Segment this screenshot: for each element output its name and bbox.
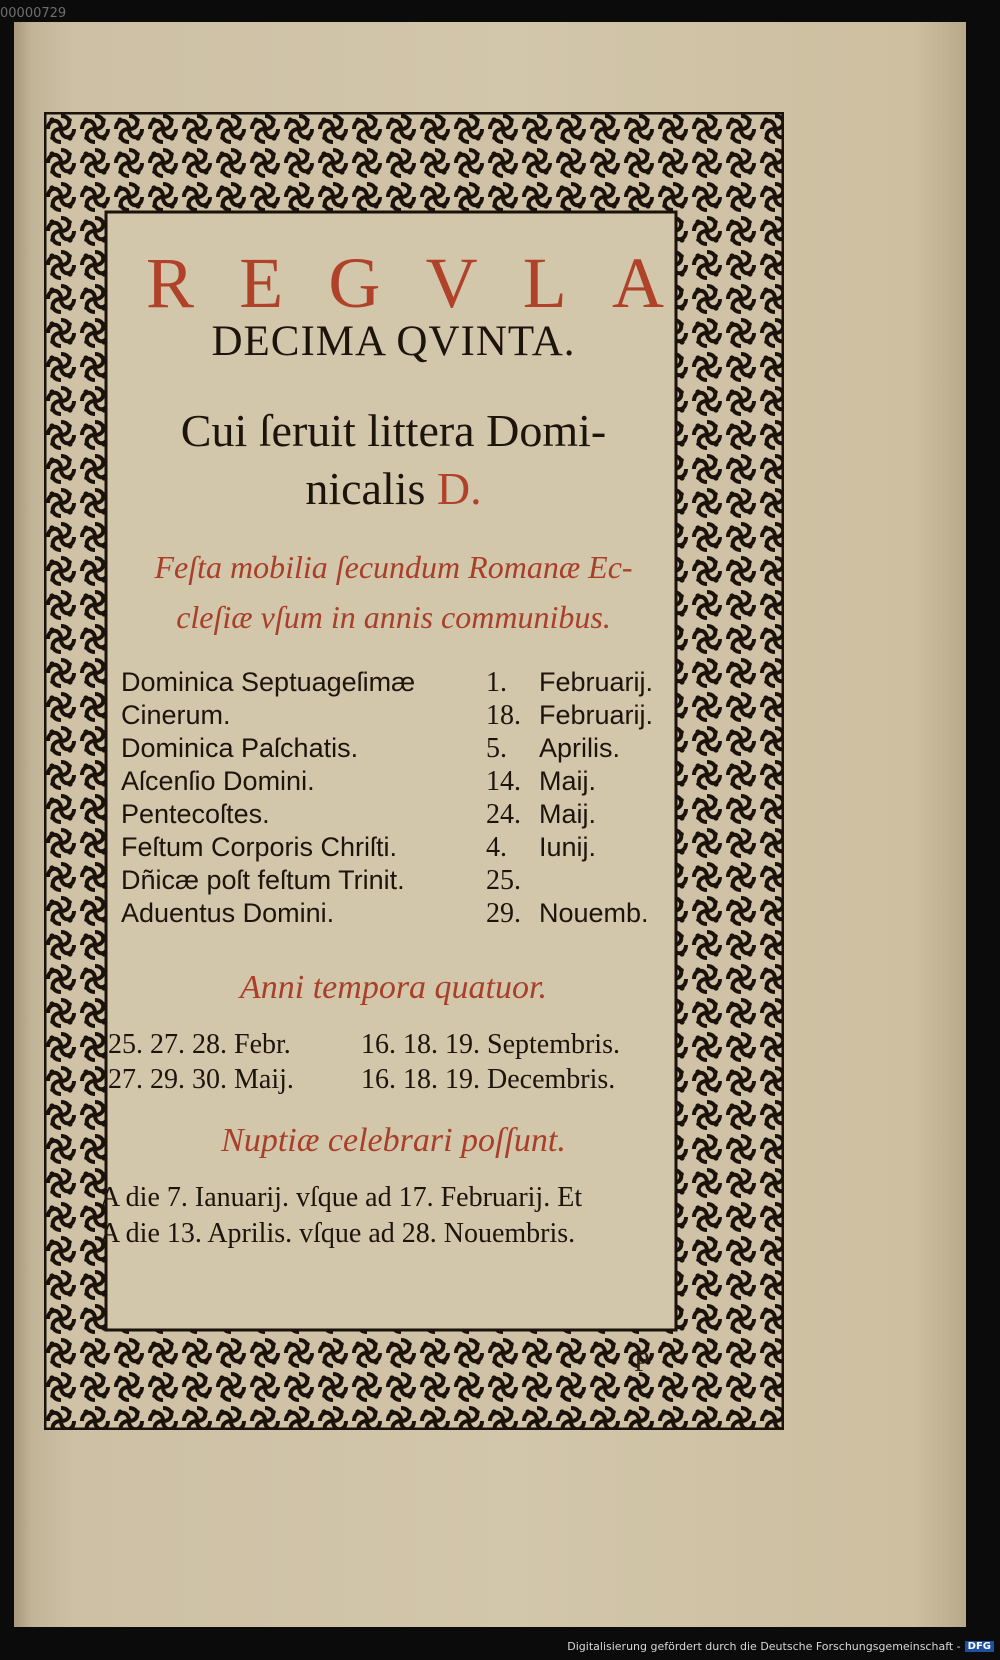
feast-name: Aſcenſio Domini.	[121, 766, 315, 796]
feast-name: Dñicæ poſt feſtum Trinit.	[121, 865, 405, 895]
list-item	[121, 865, 681, 898]
dominical-letter: D.	[436, 463, 482, 514]
feast-month: Maij.	[539, 799, 597, 829]
ember-days	[106, 1029, 681, 1099]
heading-letter: V	[425, 243, 480, 323]
list-item	[121, 799, 681, 832]
signature-mark: P	[634, 1347, 650, 1378]
feast-day: 29.	[486, 898, 521, 929]
list-item	[121, 733, 681, 766]
heading-regula	[146, 242, 666, 325]
feast-month: Nouemb.	[539, 898, 649, 928]
intro-text	[106, 402, 681, 518]
feast-day: 24.	[486, 799, 521, 830]
festa-line-2: cleſiæ vſum in annis communibus.	[176, 599, 611, 635]
wedding-periods	[100, 1182, 690, 1254]
footer	[567, 1640, 994, 1653]
feast-day: 5.	[486, 733, 507, 764]
feast-month: Aprilis.	[539, 733, 621, 763]
list-item: A die 13. Aprilis. vſque ad 28. Nouembris.	[100, 1218, 576, 1249]
festa-heading	[106, 542, 681, 642]
ember-dates-b: 16. 18. 19. Septembris.	[361, 1029, 620, 1060]
list-item: A die 7. Ianuarij. vſque ad 17. Februarij. Et	[100, 1182, 583, 1213]
nuptiae-heading: Nuptiæ celebrari poſſunt.	[221, 1122, 566, 1159]
heading-letter: G	[328, 243, 383, 323]
feast-day: 18.	[486, 700, 521, 731]
list-item	[121, 898, 681, 931]
dfg-logo: DFG	[965, 1641, 994, 1652]
feast-name: Feſtum Corporis Chriſti.	[121, 832, 398, 862]
list-item	[121, 832, 681, 865]
feast-name: Dominica Septuageſimæ	[121, 667, 416, 697]
list-item	[121, 766, 681, 799]
intro-line-1: Cui ſeruit littera Domi-	[180, 405, 607, 456]
feast-month: Iunij.	[539, 832, 597, 862]
feast-name: Pentecoſtes.	[121, 799, 270, 829]
list-item	[106, 1064, 681, 1099]
list-item	[106, 1029, 681, 1064]
anni-heading: Anni tempora quatuor.	[240, 969, 547, 1006]
feast-list	[121, 667, 681, 931]
list-item	[121, 700, 681, 733]
heading-letter: A	[611, 243, 666, 323]
feast-month: Februarij.	[539, 700, 654, 730]
heading-letter: L	[522, 243, 569, 323]
festa-line-1: Feſta mobilia ſecundum Romanæ Ec-	[154, 549, 633, 585]
list-item	[121, 667, 681, 700]
feast-name: Aduentus Domini.	[121, 898, 335, 928]
feast-name: Cinerum.	[121, 700, 231, 730]
feast-day: 4.	[486, 832, 507, 863]
feast-month: Februarij.	[539, 667, 654, 697]
subheading: DECIMA QVINTA.	[211, 318, 576, 365]
feast-day: 25.	[486, 865, 521, 896]
intro-line-2	[106, 460, 681, 518]
feast-day: 14.	[486, 766, 521, 797]
page-text	[100, 217, 681, 1267]
book-page	[14, 22, 966, 1627]
feast-name: Dominica Paſchatis.	[121, 733, 359, 763]
ember-dates-a: 27. 29. 30. Maij.	[108, 1064, 294, 1095]
ember-dates-a: 25. 27. 28. Febr.	[108, 1029, 291, 1060]
scan-id-label: 00000729	[0, 6, 67, 21]
footer-text: Digitalisierung gefördert durch die Deutsche Forschungsgemeinschaft -	[567, 1640, 961, 1653]
heading-letter: E	[239, 243, 286, 323]
ember-dates-b: 16. 18. 19. Decembris.	[361, 1064, 616, 1095]
feast-day: 1.	[486, 667, 507, 698]
intro-word: nicalis	[305, 463, 426, 514]
feast-month: Maij.	[539, 766, 597, 796]
heading-letter: R	[146, 243, 197, 323]
